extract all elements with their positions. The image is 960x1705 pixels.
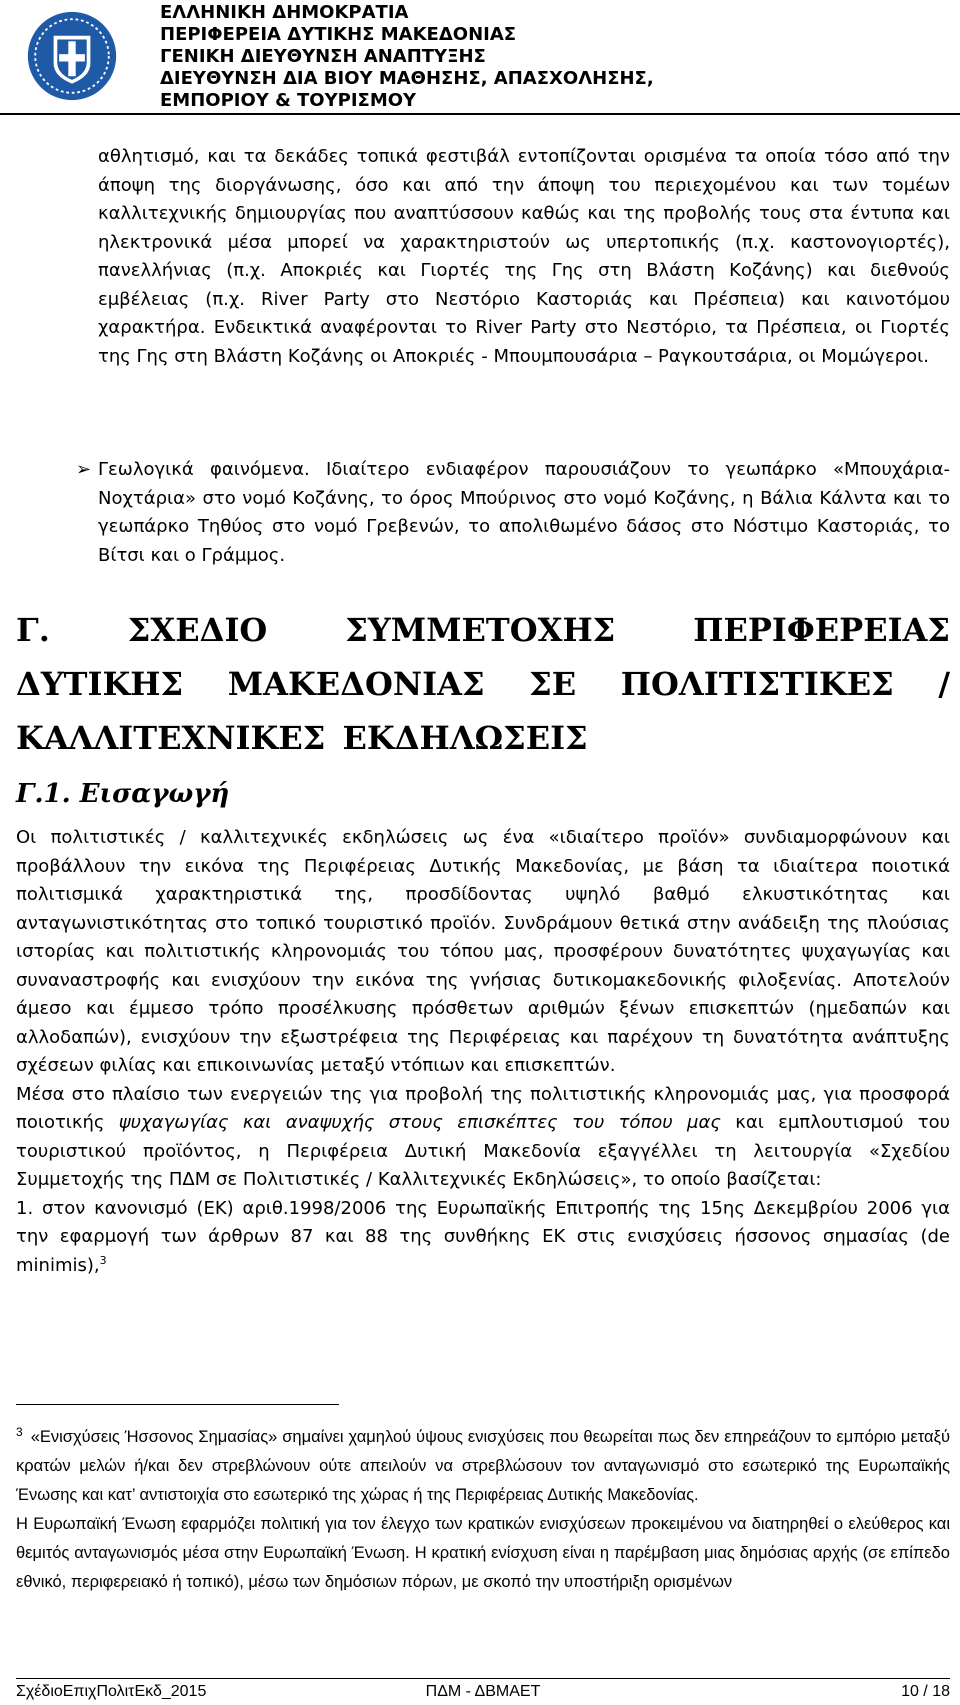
- footnote-paragraph-1: [16, 1418, 950, 1510]
- bullet-text: Γεωλογικά φαινόμενα. Ιδιαίτερο ενδιαφέρον παρουσιάζουν το γεωπάρκο «Μπουχάρια-Νοχτάρια» στο νομό Κοζάνης, το όρος Μπούρινος στο νομό Κοζάνης, η Βάλια Κάλντα και το γεωπάρκο Τηθύος στο νομό Γρεβενών, το απολιθωμένο δάσος στο Νόστιμο Καστοριάς, το Βίτσι και ο Γράμμος.: [98, 459, 950, 566]
- footer-organization: ΠΔΜ - ΔΒΜΑΕΤ: [425, 1683, 541, 1700]
- paragraph-2-part1: Μέσα στο πλαίσιο των ενεργειών της για προβολή της πολιτιστικής κληρονομιάς μας, για προσφορά ποιοτικής: [16, 1083, 950, 1133]
- header-title-block: [160, 2, 654, 112]
- intro-paragraph: αθλητισμό, και τα δεκάδες τοπικά φεστιβάλ εντοπίζονται ορισμένα τα οποία τόσο από την άποψη της διοργάνωσης, όσο και από την άποψη του περιεχομένου και των τομέων καλλιτεχνικής δημιουργίας που αναπτύσσουν καθώς και της προβολής τους στα έντυπα και ηλεκτρονικά μέσα μπορεί να χαρακτηριστούν ως υπερτοπικής (π.χ. καστονογιορτές), πανελλήνιας (π.χ. Αποκριές και Γιορτές της Γης στη Βλάστη Κοζάνης) και διεθνούς εμβέλειας (π.χ. River Party στο Νεστόριο Καστοριάς και Πρέσπεια) και καινοτόμου χαρακτήρα. Ενδεικτικά αναφέρονται το River Party στο Νεστόριο, τα Πρέσπεια, οι Γιορτές της Γης στη Βλάστη Κοζάνης οι Αποκριές - Μπουμπουσάρια – Ραγκουτσάρια, οι Μομώγεροι.: [98, 146, 950, 367]
- paragraph-2: [16, 1081, 950, 1195]
- paragraph-2-italic: ψυχαγωγίας και αναψυχής στους επισκέπτες του τόπου μας: [118, 1112, 721, 1133]
- sub-heading: Γ.1. Εισαγωγή: [16, 779, 230, 809]
- footnote-reference[interactable]: 3: [99, 1253, 107, 1267]
- paragraph-1: Οι πολιτιστικές / καλλιτεχνικές εκδηλώσεις ως ένα «ιδιαίτερο προϊόν» συνδιαμορφώνουν και προβάλλουν την εικόνα της Περιφέρειας Δυτικής Μακεδονίας, με βάση τα ιδιαίτερα ποιοτικά πολιτισμικά χαρακτηριστικά της, προσδίδοντας υψηλό βαθμό ελκυστικότητας και ανταγωνιστικότητας στο τοπικό τουριστικό προϊόν. Συνδράμουν θετικά στην ανάδειξη της πλούσιας ιστορίας και πολιτιστικής κληρονομιάς του τόπου μας, προσφέρουν δυνατότητες ψυχαγωγίας και συναναστροφής και ενισχύουν την εικόνα της γνήσιας δυτικομακεδονικής φιλοξενίας. Αποτελούν άμεσο και έμμεσο τρόπο προσέλκυσης πρόσθετων αριθμών ξένων επισκεπτών (ημεδαπών και αλλοδαπών), ενισχύουν την εξωστρέφεια της Περιφέρειας και παρέχουν τη δυνατότητα ανάπτυξης σχέσεων φιλίας και επικοινωνίας μεταξύ ντόπιων και επισκεπτών.: [16, 827, 950, 1076]
- footnote-number: 3: [16, 1425, 23, 1439]
- footnotes: [16, 1418, 950, 1597]
- footnote-divider: [16, 1404, 339, 1405]
- list-item-1-text: 1. στον κανονισμό (ΕΚ) αριθ.1998/2006 της Ευρωπαϊκής Επιτροπής της 15ης Δεκεμβρίου 2006 για την εφαρμογή των άρθρων 87 και 88 της συνθήκης ΕΚ στις ενισχύσεις ήσσονος σημασίας (de minimis),: [16, 1197, 950, 1276]
- header-line-directorate-general: ΓΕΝΙΚΗ ΔΙΕΥΘΥΝΣΗ ΑΝΑΠΤΥΞΗΣ: [160, 46, 486, 67]
- paragraph-2-part2: και εμπλουτισμού του τουριστικού προϊόντος, η Περιφέρεια Δυτική Μακεδονία εξαγγέλλει τη λειτουργία «Σχεδίου Συμμετοχής της ΠΔΜ σε Πολιτιστικές / Καλλιτεχνικές Εκδηλώσεις», το οποίο βασίζεται:: [16, 1112, 951, 1190]
- header-line-directorate-cont: ΕΜΠΟΡΙΟΥ & ΤΟΥΡΙΣΜΟΥ: [160, 90, 417, 111]
- footnote-text-1: «Ενισχύσεις Ήσσονος Σημασίας» σημαίνει χαμηλού ύψους ενισχύσεις που θεωρείται πως δεν επηρεάζουν το εμπόριο μεταξύ κρατών μελών ή/και δεν στρεβλώνουν ούτε απειλούν να στρεβλώσουν τον ανταγωνισμό στο εσωτερικό της Ευρωπαϊκής Ένωσης και κατ’ αντιστοιχία στο εσωτερικό της χώρας ή της Περιφέρειας Δυτικής Μακεδονίας.: [16, 1428, 950, 1504]
- document-header: [0, 0, 960, 115]
- footnote-paragraph-2: Η Ευρωπαϊκή Ένωση εφαρμόζει πολιτική για τον έλεγχο των κρατικών ενισχύσεων προκειμένου να διατηρηθεί ο ελεύθερος και θεμιτός ανταγωνισμός μέσα στην Ευρωπαϊκή Ένωση. Η κρατική ενίσχυση είναι η παρέμβαση μιας δημόσιας αρχής (σε επίπεδο εθνικό, περιφερειακό ή τοπικό), μέσω των δημόσιων πόρων, με σκοπό την υποστήριξη ορισμένων: [16, 1515, 950, 1591]
- arrow-bullet-icon: ➢: [76, 459, 92, 480]
- page-number: 10 / 18: [901, 1683, 950, 1700]
- header-line-country: ΕΛΛΗΝΙΚΗ ΔΗΜΟΚΡΑΤΙΑ: [160, 2, 409, 23]
- footer-divider: [16, 1678, 950, 1679]
- section-heading: Γ. ΣΧΕΔΙΟ ΣΥΜΜΕΤΟΧΗΣ ΠΕΡΙΦΕΡΕΙΑΣ ΔΥΤΙΚΗΣ ΜΑΚΕΔΟΝΙΑΣ ΣΕ ΠΟΛΙΤΙΣΤΙΚΕΣ / ΚΑΛΛΙΤΕΧΝΙΚΕΣ ΕΚΔΗΛΩΣΕΙΣ: [16, 611, 950, 757]
- header-divider: [0, 113, 960, 115]
- header-line-directorate: ΔΙΕΥΘΥΝΣΗ ΔΙΑ ΒΙΟΥ ΜΑΘΗΣΗΣ, ΑΠΑΣΧΟΛΗΣΗΣ,: [160, 68, 654, 89]
- page-footer: [16, 1681, 950, 1703]
- footer-filename: ΣχέδιοΕπιχΠολιτΕκδ_2015: [16, 1683, 207, 1700]
- list-item-1: [16, 1195, 950, 1281]
- greek-coat-of-arms-icon: [26, 10, 118, 102]
- header-line-region: ΠΕΡΙΦΕΡΕΙΑ ΔΥΤΙΚΗΣ ΜΑΚΕΔΟΝΙΑΣ: [160, 24, 517, 45]
- main-body: [16, 824, 950, 1280]
